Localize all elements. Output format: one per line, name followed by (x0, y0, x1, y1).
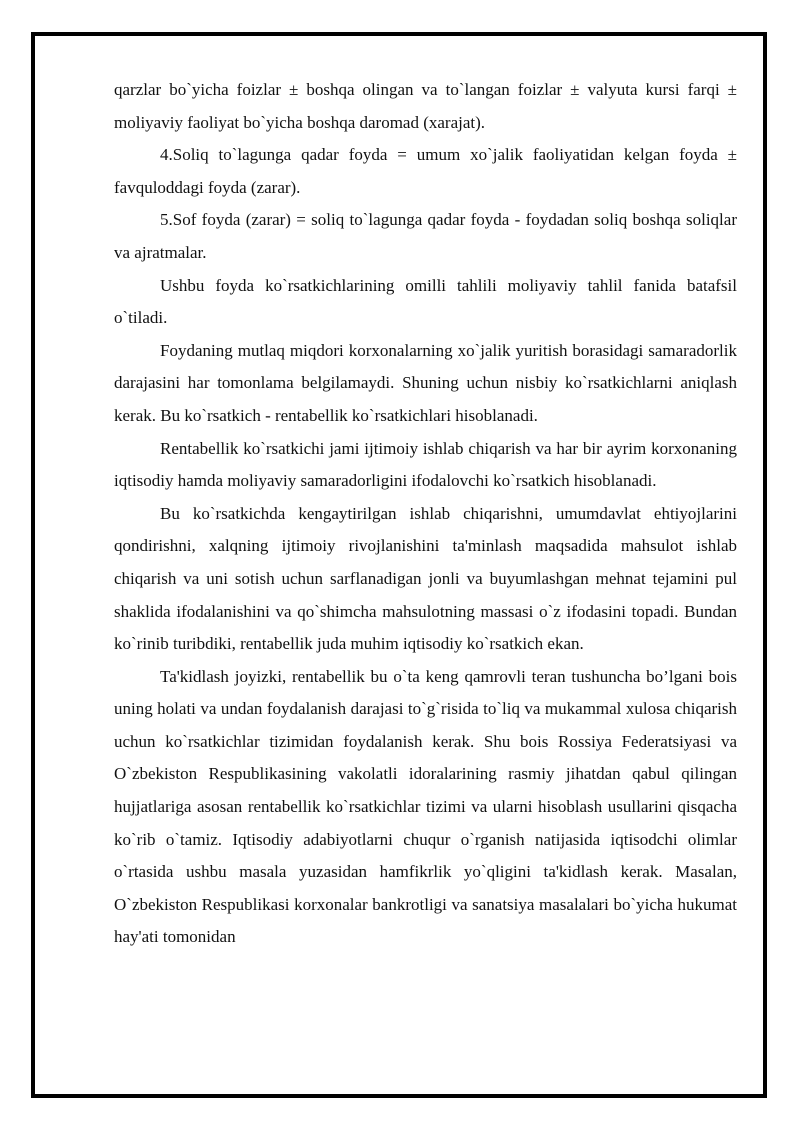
paragraph-5: Foydaning mutlaq miqdori korxonalarning xo`jalik yuritish borasidagi samaradorlik darajasini har tomonlama belgilamaydi. Shuning uchun nisbiy ko`rsatkichlarni aniqlash kerak. Bu ko`rsatkich - rentabellik ko`rsatkichlari hisoblanadi. (114, 340, 737, 425)
paragraph-4: Ushbu foyda ko`rsatkichlarining omilli tahlili moliyaviy tahlil fanida batafsil o`tiladi. (114, 275, 737, 328)
paragraph-8: Ta'kidlash joyizki, rentabellik bu o`ta keng qamrovli teran tushuncha bo’lgani bois uning holati va undan foydalanish darajasi to`g`risida to`liq va mukammal xulosa chiqarish uchun ko`rsatkichlar tizimidan foydalanish kerak. Shu bois Rossiya Federatsiyasi va O`zbekiston Respublikasining vakolatli idoralarining rasmiy jihatdan qabul qilingan hujjatlariga asosan rentabellik ko`rsatkichlar tizimi va ularni hisoblash usullarini qisqacha ko`rib o`tamiz. Iqtisodiy adabiyotlarni chuqur o`rganish natijasida iqtisodchi olimlar o`rtasida ushbu masala yuzasidan hamfikrlik yo`qligini ta'kidlash kerak. Masalan, O`zbekiston Respublikasi korxonalar bankrotligi va sanatsiya masalalari bo`yicha hukumat hay'ati tomonidan (114, 666, 737, 947)
paragraph-2: 4.Soliq to`lagunga qadar foyda = umum xo`jalik faoliyatidan kelgan foyda ± favquloddagi foyda (zarar). (114, 145, 737, 197)
paragraph-3: 5.Sof foyda (zarar) = soliq to`lagunga qadar foyda - foydadan soliq boshqa soliqlar va ajratmalar. (114, 210, 737, 262)
paragraph-6: Rentabellik ko`rsatkichi jami ijtimoiy ishlab chiqarish va har bir ayrim korxonaning iqtisodiy hamda moliyaviy samaradorligini ifodalovchi ko`rsatkich hisoblanadi. (114, 438, 737, 491)
paragraph-1: qarzlar bo`yicha foizlar ± boshqa olingan va to`langan foizlar ± valyuta kursi farqi ± moliyaviy faoliyat bo`yicha boshqa daromad (xarajat). (114, 80, 737, 132)
paragraph-7: Bu ko`rsatkichda kengaytirilgan ishlab chiqarishni, umumdavlat ehtiyojlarini qondirishni, xalqning ijtimoiy rivojlanishini ta'minlash maqsadida mahsulot ishlab chiqarish va uni sotish uchun sarflanadigan jonli va buyumlashgan mehnat tejamini pul shaklida ifodalanishini va qo`shimcha mahsulotning massasi o`z ifodasini topadi. Bundan ko`rinib turibdiki, rentabellik juda muhim iqtisodiy ko`rsatkich ekan. (114, 503, 737, 654)
document-body (114, 74, 737, 954)
